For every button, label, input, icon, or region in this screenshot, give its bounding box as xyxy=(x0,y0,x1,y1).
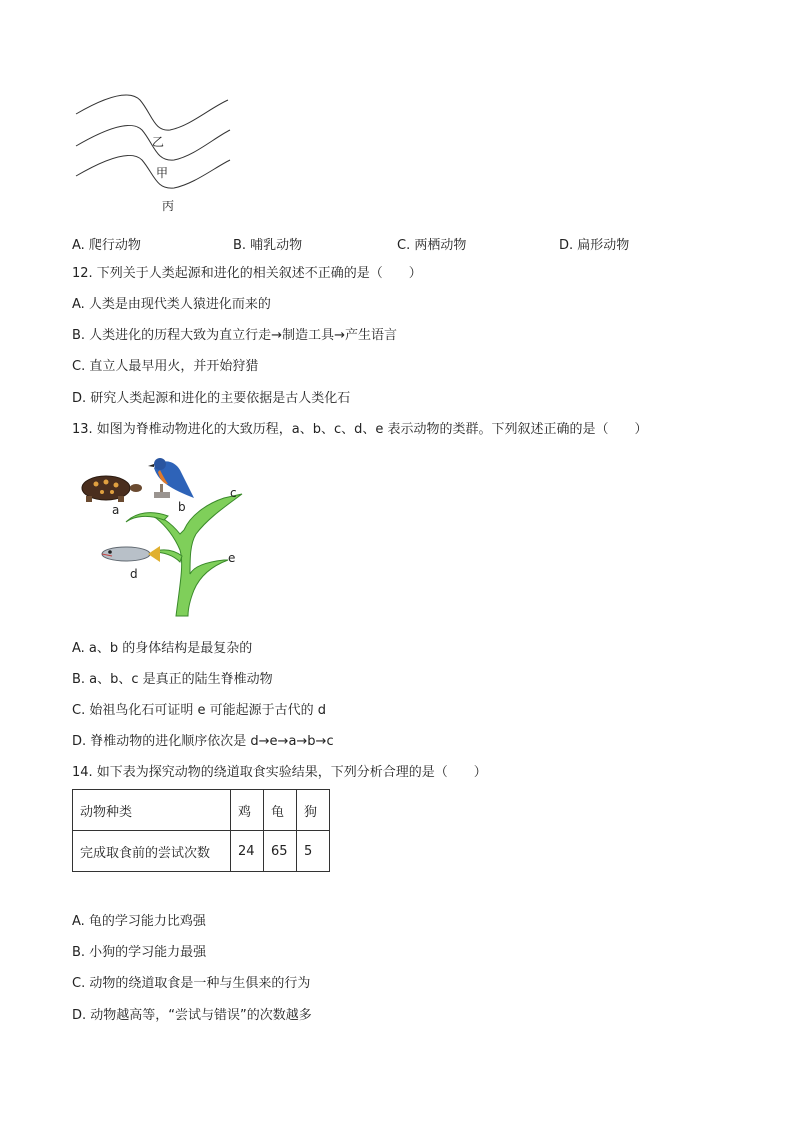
q14-option-c: C. 动物的绕道取食是一种与生俱来的行为 xyxy=(72,976,311,991)
q11-option-a: A. 爬行动物 xyxy=(72,238,141,253)
table-cell: 5 xyxy=(297,831,330,872)
q13-option-b: B. a、b、c 是真正的陆生脊椎动物 xyxy=(72,672,273,687)
q12-stem: 12. 下列关于人类起源和进化的相关叙述不正确的是（ ） xyxy=(72,266,422,281)
bird-icon xyxy=(148,458,194,498)
table-header-cell: 动物种类 xyxy=(73,790,231,831)
label-e: e xyxy=(228,551,236,565)
q14-stem: 14. 如下表为探究动物的绕道取食实验结果，下列分析合理的是（ ） xyxy=(72,765,487,780)
q13-stem: 13. 如图为脊椎动物进化的大致历程，a、b、c、d、e 表示动物的类群。下列叙述正确的是（ ） xyxy=(72,422,648,437)
q11-option-c: C. 两栖动物 xyxy=(397,238,467,253)
label-yi: 乙 xyxy=(152,135,165,149)
table-header-cell: 龟 xyxy=(264,790,297,831)
table-cell: 65 xyxy=(264,831,297,872)
table-row xyxy=(73,831,330,872)
q14-option-a: A. 龟的学习能力比鸡强 xyxy=(72,914,206,929)
label-b: b xyxy=(178,500,186,514)
table-header-cell: 鸡 xyxy=(231,790,264,831)
q12-option-d: D. 研究人类起源和进化的主要依据是古人类化石 xyxy=(72,391,351,406)
fish-icon xyxy=(102,546,160,562)
q13-option-d: D. 脊椎动物的进化顺序依次是 d→e→a→b→c xyxy=(72,734,334,749)
table-cell: 完成取食前的尝试次数 xyxy=(73,831,231,872)
curve-yi xyxy=(76,95,228,130)
table-header-cell: 狗 xyxy=(297,790,330,831)
q14-option-b: B. 小狗的学习能力最强 xyxy=(72,945,207,960)
q14-option-d: D. 动物越高等，“尝试与错误”的次数越多 xyxy=(72,1008,312,1023)
label-c: c xyxy=(230,486,237,500)
q11-options xyxy=(72,234,712,252)
q13-option-a: A. a、b 的身体结构是最复杂的 xyxy=(72,641,253,656)
q11-option-b: B. 哺乳动物 xyxy=(233,238,303,253)
q12-option-b: B. 人类进化的历程大致为直立行走→制造工具→产生语言 xyxy=(72,328,397,343)
label-d: d xyxy=(130,567,138,581)
q13-option-c: C. 始祖鸟化石可证明 e 可能起源于古代的 d xyxy=(72,703,326,718)
q11-option-d: D. 扁形动物 xyxy=(559,238,630,253)
table-header-row xyxy=(73,790,330,831)
turtle-icon xyxy=(82,476,142,502)
label-jia: 甲 xyxy=(156,166,169,180)
q12-option-a: A. 人类是由现代类人猿进化而来的 xyxy=(72,297,271,312)
q14-results-table xyxy=(72,789,330,872)
q12-option-c: C. 直立人最早用火，并开始狩猎 xyxy=(72,359,259,374)
vertebrate-evolution-figure xyxy=(76,454,252,618)
label-a: a xyxy=(112,503,120,517)
curves-figure xyxy=(70,90,240,220)
label-bing: 丙 xyxy=(162,199,175,213)
table-cell: 24 xyxy=(231,831,264,872)
curve-bing xyxy=(76,155,230,188)
